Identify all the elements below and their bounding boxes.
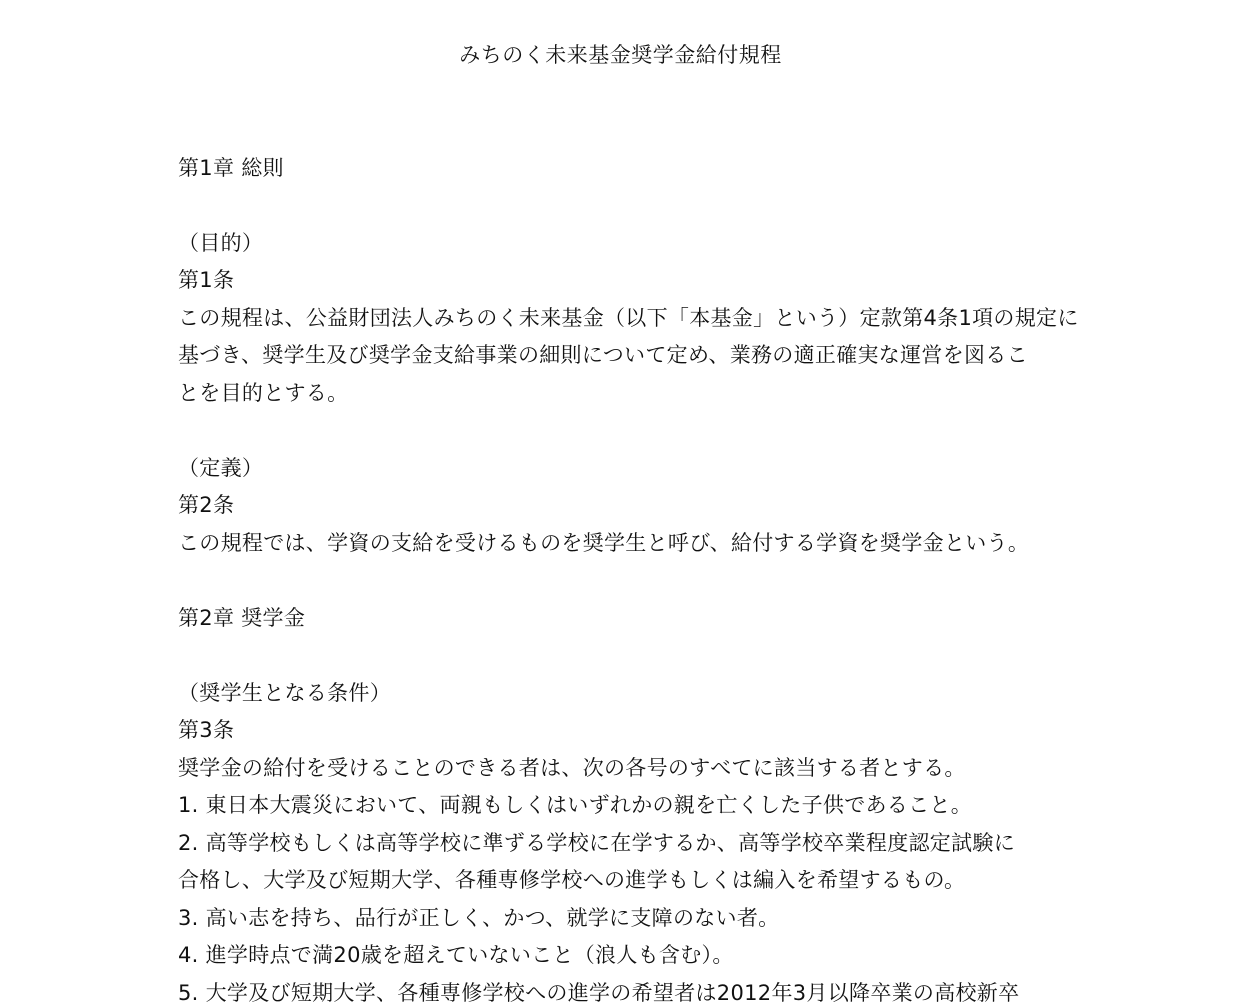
chapter-2-heading: 第2章 奨学金: [178, 606, 306, 630]
article-2-text: この規程では、学資の支給を受けるものを奨学生と呼び、給付する学資を奨学金という。: [178, 531, 1030, 555]
article-1-text-line-2: 基づき、奨学生及び奨学金支給事業の細則について定め、業務の適正確実な運営を図るこ: [178, 343, 1028, 367]
article-3-item-4: 4. 進学時点で満20歳を超えていないこと（浪人も含む）。: [178, 943, 734, 967]
document-title: みちのく未来基金奨学金給付規程: [459, 43, 782, 67]
article-1-number: 第1条: [178, 268, 235, 292]
article-3-item-3: 3. 高い志を持ち、品行が正しく、かつ、就学に支障のない者。: [178, 906, 780, 930]
article-3-item-1: 1. 東日本大震災において、両親もしくはいずれかの親を亡くした子供であること。: [178, 793, 972, 817]
article-1-text-line-3: とを目的とする。: [178, 381, 349, 405]
article-3-item-5: 5. 大学及び短期大学、各種専修学校への進学の希望者は2012年3月以降卒業の高校新卒: [178, 981, 1020, 1005]
article-2-number: 第2条: [178, 493, 235, 517]
article-2-caption: （定義）: [178, 456, 264, 480]
article-1-caption: （目的）: [178, 231, 264, 255]
article-3-text: 奨学金の給付を受けることのできる者は、次の各号のすべてに該当する者とする。: [178, 756, 966, 780]
article-3-item-2-line-2: 合格し、大学及び短期大学、各種専修学校への進学もしくは編入を希望するもの。: [178, 868, 966, 892]
article-1-text-line-1: この規程は、公益財団法人みちのく未来基金（以下「本基金」という）定款第4条1項の規定に: [178, 306, 1079, 330]
article-3-item-2-line-1: 2. 高等学校もしくは高等学校に準ずる学校に在学するか、高等学校卒業程度認定試験に: [178, 831, 1016, 855]
chapter-1-heading: 第1章 総則: [178, 156, 284, 180]
article-3-caption: （奨学生となる条件）: [178, 681, 391, 705]
article-3-number: 第3条: [178, 718, 235, 742]
